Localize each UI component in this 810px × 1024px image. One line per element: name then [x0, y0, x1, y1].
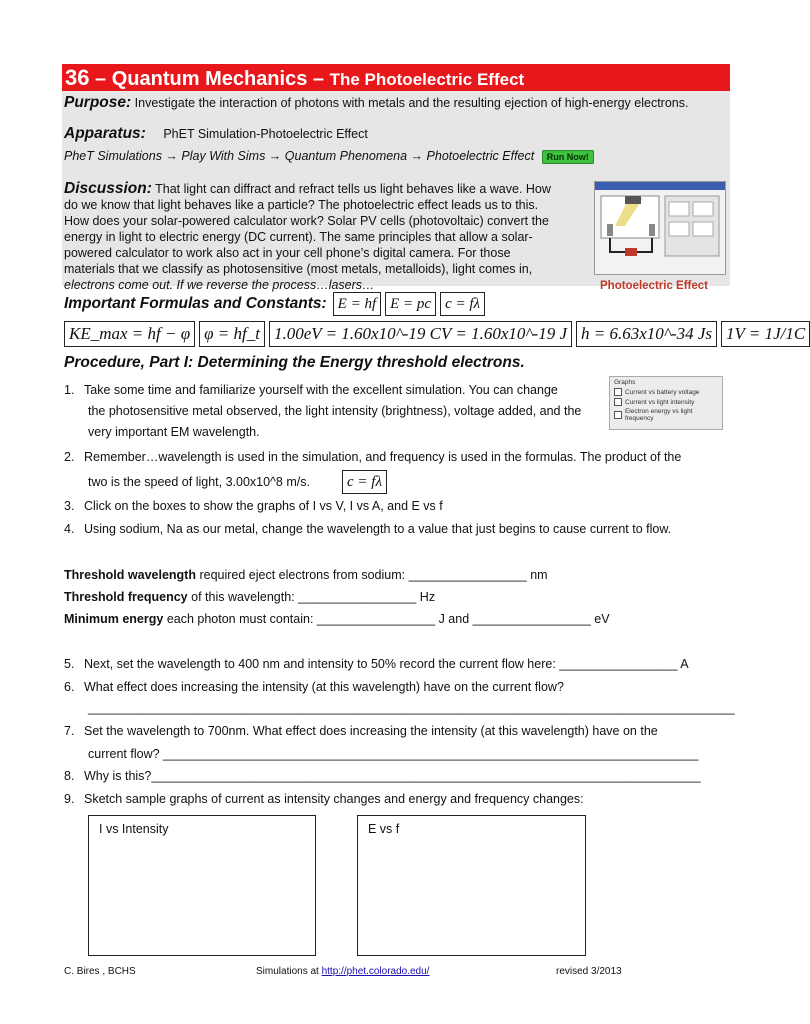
minimum-energy-label: Minimum energy	[64, 612, 164, 626]
purpose-text: Investigate the interaction of photons with metals and the resulting ejection of high-energy electrons.	[134, 96, 689, 110]
title-number: 36	[65, 65, 90, 90]
purpose-label: Purpose:	[64, 94, 132, 111]
discussion-line-1: That light can diffract and refract tells us light behaves like a wave. How	[155, 182, 551, 196]
sketch-box-i-vs-intensity[interactable]	[88, 815, 316, 956]
step-1-line-1: Take some time and familiarize yourself with the excellent simulation. You can change	[84, 383, 558, 397]
formulas-row-1	[64, 292, 485, 316]
footer-prefix: Simulations at	[256, 966, 319, 977]
threshold-frequency-line	[64, 589, 435, 605]
formula-c-flambda: c = fλ	[440, 292, 485, 316]
minimum-energy-blank[interactable]: each photon must contain: _________________ J and _________________ eV	[166, 612, 610, 626]
step-2-line-2: two is the speed of light, 3.00x10^8 m/s.	[88, 475, 310, 489]
title-sub: The Photoelectric Effect	[329, 70, 525, 89]
sim-path	[64, 148, 594, 165]
graph-option-2: Current vs light intensity	[625, 398, 695, 406]
title-dash-1: –	[95, 68, 107, 90]
discussion-line-6: materials that we classify as photosensitive (most metals, metalloids), light comes in,	[64, 262, 533, 276]
title-bar	[62, 64, 730, 91]
graphs-panel	[609, 376, 723, 430]
step-7-answer-line[interactable]: current flow? _____________________________________________________________________________	[88, 747, 699, 761]
formula-planck-constant: h = 6.63x10^-34 Js	[576, 321, 717, 347]
threshold-wavelength-label: Threshold wavelength	[64, 568, 196, 582]
formula-e-pc: E = pc	[385, 292, 436, 316]
simulation-caption: Photoelectric Effect	[600, 280, 708, 292]
step-9	[64, 791, 584, 807]
step-6	[64, 679, 564, 695]
step-5-number: 5.	[64, 657, 75, 671]
simulation-illustration-icon	[595, 182, 725, 274]
sketch-box-label-1: I vs Intensity	[99, 822, 169, 836]
step-3	[64, 498, 443, 514]
step-1	[64, 380, 604, 443]
step-9-text: Sketch sample graphs of current as intensity changes and energy and frequency changes:	[84, 792, 584, 806]
step-5-text: Next, set the wavelength to 400 nm and intensity to 50% record the current flow here: _________________ A	[84, 657, 689, 671]
checkbox-current-vs-voltage[interactable]	[614, 388, 622, 396]
discussion-section	[64, 181, 584, 293]
step-3-number: 3.	[64, 499, 75, 513]
footer-revised: revised 3/2013	[556, 966, 622, 977]
title-dash-2: –	[312, 68, 325, 90]
step-5	[64, 656, 689, 672]
step-8	[64, 768, 724, 784]
sketch-box-label-2: E vs f	[368, 822, 400, 836]
step-7-text: Set the wavelength to 700nm. What effect does increasing the intensity (at this wavelength) have on the	[84, 724, 658, 738]
discussion-line-5: powered calculator to work also act in your cell phone’s digital camera. For those	[64, 246, 511, 260]
purpose-section	[64, 94, 724, 112]
threshold-frequency-label: Threshold frequency	[64, 590, 188, 604]
discussion-line-4: energy in light to electric energy (DC current). The same principles that allow a solar-	[64, 230, 533, 244]
threshold-wavelength-blank[interactable]: required eject electrons from sodium: _________________ nm	[199, 568, 548, 582]
minimum-energy-line	[64, 611, 610, 627]
threshold-frequency-blank[interactable]: of this wavelength: _________________ Hz	[191, 590, 436, 604]
step-4-text: Using sodium, Na as our metal, change the wavelength to a value that just begins to cause current to flow.	[84, 522, 672, 536]
formula-e-hf: E = hf	[333, 292, 381, 316]
checkbox-current-vs-intensity[interactable]	[614, 398, 622, 406]
discussion-line-2: do we know that light behaves like a particle? The photoelectric effect leads us to this.	[64, 198, 539, 212]
step-8-number: 8.	[64, 769, 75, 783]
formula-ev-conversion: 1.00eV = 1.60x10^-19 CV = 1.60x10^-19 J	[269, 321, 572, 347]
step-1-line-3: very important EM wavelength.	[88, 425, 260, 439]
step-4	[64, 521, 671, 537]
step-1-line-2: the photosensitive metal observed, the light intensity (brightness), voltage added, and the	[88, 404, 582, 418]
footer-center	[256, 966, 429, 977]
step-6-number: 6.	[64, 680, 75, 694]
step-3-text: Click on the boxes to show the graphs of I vs V, I vs A, and E vs f	[84, 499, 443, 513]
footer-author: C. Bires , BCHS	[64, 966, 136, 977]
graphs-panel-title: Graphs	[614, 379, 636, 386]
step-2	[64, 447, 724, 493]
step-7	[64, 723, 658, 739]
formula-c-flambda-small: c = fλ	[342, 470, 387, 494]
title-main: Quantum Mechanics	[111, 68, 308, 90]
step-6-answer-line[interactable]: _____________________________________________________________________________________________	[88, 701, 735, 715]
apparatus-text: PhET Simulation-Photoelectric Effect	[163, 127, 368, 141]
graph-option-3: Electron energy vs light frequency	[624, 408, 693, 422]
run-now-button[interactable]: Run Now!	[542, 150, 594, 164]
step-4-number: 4.	[64, 522, 75, 536]
threshold-wavelength-line	[64, 567, 548, 583]
step-8-text[interactable]: Why is this?_______________________________________________________________________________	[84, 769, 701, 783]
discussion-line-3: How does your solar-powered calculator work? Solar PV cells (photovoltaic) convert the	[64, 214, 549, 228]
step-2-number: 2.	[64, 450, 75, 464]
formulas-heading: Important Formulas and Constants:	[64, 295, 327, 312]
procedure-heading: Procedure, Part I: Determining the Energy threshold electrons.	[64, 354, 525, 371]
sim-path-text: PheT Simulations → Play With Sims → Quantum Phenomena → Photoelectric Effect	[64, 149, 535, 163]
sketch-box-e-vs-f[interactable]	[357, 815, 586, 956]
apparatus-section	[64, 125, 368, 143]
step-9-number: 9.	[64, 792, 75, 806]
formula-work-function: φ = hf_t	[199, 321, 265, 347]
simulation-screenshot	[594, 181, 726, 275]
formula-ke-max: KE_max = hf − φ	[64, 321, 195, 347]
step-1-number: 1.	[64, 383, 75, 397]
formula-volt-definition: 1V = 1J/1C	[721, 321, 810, 347]
step-6-text: What effect does increasing the intensity (at this wavelength) have on the current flow?	[84, 680, 564, 694]
apparatus-label: Apparatus:	[64, 125, 146, 142]
discussion-line-7: electrons come out. If we reverse the process…lasers…	[64, 278, 375, 292]
step-7-number: 7.	[64, 724, 75, 738]
formulas-row-2	[64, 321, 810, 347]
graph-option-1: Current vs battery voltage	[625, 388, 700, 396]
discussion-label: Discussion:	[64, 180, 152, 197]
step-2-line-1: Remember…wavelength is used in the simulation, and frequency is used in the formulas. The product of the	[84, 450, 682, 464]
phet-link[interactable]: http://phet.colorado.edu/	[321, 966, 430, 977]
checkbox-energy-vs-frequency[interactable]	[614, 411, 622, 419]
